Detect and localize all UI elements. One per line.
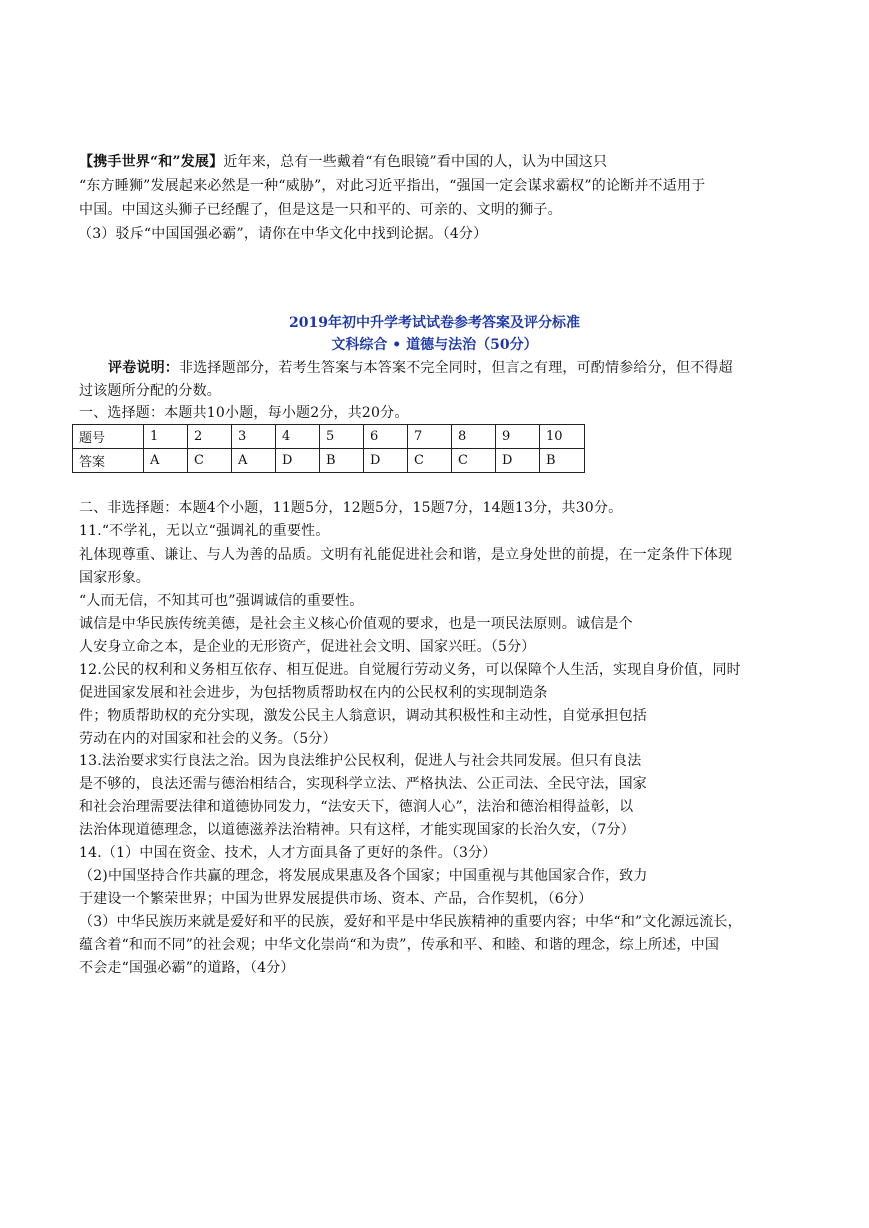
intro-line-3: 中国。中国这头狮子已经醒了，但是这是一只和平的、可亲的、文明的狮子。	[79, 202, 562, 218]
table-cell: D	[364, 449, 408, 473]
answer-body-line: （3）中华民族历来就是爱好和平的民族，爱好和平是中华民族精神的重要内容；中华“和”文化源远流长，	[79, 914, 742, 930]
answer-body-line: 法治体现道德理念，以道德滋养法治精神。只有这样，才能实现国家的长治久安，（7分）	[79, 822, 635, 838]
table-cell: 3	[232, 425, 276, 449]
answer-body-line: 促进国家发展和社会进步，为包括物质帮助权在内的公民权利的实现制造条	[79, 685, 548, 701]
answer-body-line: 12.公民的权利和义务相互依存、相互促进。自觉履行劳动义务，可以保障个人生活，实现自身价值，同时	[79, 662, 741, 678]
answer-body-line: 件；物质帮助权的充分实现，激发公民主人翁意识，调动其积极性和主动性，自觉承担包括	[79, 708, 647, 724]
table-cell: A	[232, 449, 276, 473]
intro-line-1	[79, 152, 607, 172]
table-cell: 10	[540, 425, 585, 449]
table-cell: C	[452, 449, 496, 473]
answer-body-line: 13.法治要求实行良法之治。因为良法维护公民权利，促进人与社会共同发展。但只有良法	[79, 753, 642, 769]
answer-body-line: 礼体现尊重、谦让、与人为善的品质。文明有礼能促进社会和谐，是立身处世的前提，在一定条件下体现	[79, 547, 733, 563]
answer-body-line: 国家形象。	[79, 570, 150, 586]
answer-body-line: 蕴含着“和而不同”的社会观；中华文化崇尚“和为贵”，传承和平、和睦、和谐的理念，综上所述，中国	[79, 937, 720, 953]
table-header-cell: 题号	[73, 425, 144, 449]
table-cell: 8	[452, 425, 496, 449]
table-row-answers	[73, 449, 585, 473]
table-header-cell: 答案	[73, 449, 144, 473]
table-row-numbers	[73, 425, 585, 449]
table-cell: 1	[144, 425, 188, 449]
answer-body-line: “人而无信，不知其可也”强调诚信的重要性。	[79, 593, 364, 609]
table-cell: 4	[276, 425, 320, 449]
table-cell: 7	[408, 425, 452, 449]
question-3-prompt: （3）驳斥“中国国强必霸”，请你在中华文化中找到论据。（4分）	[78, 226, 488, 242]
intro-line-1-text: 近年来，总有一些戴着“有色眼镜”看中国的人，认为中国这只	[223, 154, 608, 170]
table-cell: 6	[364, 425, 408, 449]
choice-answer-table	[72, 424, 585, 473]
answer-body-line: 和社会治理需要法律和道德协同发力，“法安天下，德润人心”，法治和德治相得益彰，以	[79, 799, 634, 815]
table-cell: B	[540, 449, 585, 473]
answer-body-line: 11.“不学礼，无以立“强调礼的重要性。	[79, 523, 330, 539]
intro-topic-label: 【携手世界“和”发展】	[79, 154, 224, 170]
grading-note-label: 评卷说明：	[108, 360, 179, 376]
table-cell: 2	[188, 425, 232, 449]
answer-body-line: 劳动在内的对国家和社会的义务。（5分）	[79, 731, 337, 747]
grading-note-line-2: 过该题所分配的分数。	[79, 383, 221, 399]
table-cell: 9	[496, 425, 540, 449]
answer-body-line: 14.（1）中国在资金、技术，人才方面具备了更好的条件。（3分）	[79, 845, 497, 861]
section-1-heading: 一、选择题：本题共10小题，每小题2分，共20分。	[79, 405, 409, 421]
table-cell: 5	[320, 425, 364, 449]
answer-title: 2019年初中升学考试试卷参考答案及评分标准	[289, 315, 580, 331]
table-cell: C	[408, 449, 452, 473]
table-cell: A	[144, 449, 188, 473]
answer-subtitle: 文科综合 • 道德与法治（50分）	[331, 337, 538, 353]
grading-note-line-1	[108, 358, 733, 378]
grading-note-text-1: 非选择题部分，若考生答案与本答案不完全同时，但言之有理，可酌情参给分，但不得超	[179, 360, 733, 376]
table-cell: D	[276, 449, 320, 473]
section-2-heading: 二、非选择题：本题4个小题，11题5分，12题5分，15题7分，14题13分，共30分。	[79, 500, 623, 516]
answer-body-line: 不会走“国强必霸”的道路，（4分）	[79, 960, 295, 976]
table-cell: B	[320, 449, 364, 473]
answer-body-line: 于建设一个繁荣世界；中国为世界发展提供市场、资本、产品，合作契机，（6分）	[79, 891, 593, 907]
answer-body-line: 诚信是中华民族传统美德，是社会主义核心价值观的要求，也是一项民法原则。诚信是个	[79, 616, 633, 632]
table-cell: C	[188, 449, 232, 473]
answer-body-line: 是不够的，良法还需与德治相结合，实现科学立法、严格执法、公正司法、全民守法，国家	[79, 776, 647, 792]
table-cell: D	[496, 449, 540, 473]
intro-line-2: “东方睡狮”发展起来必然是一种“威胁”，对此习近平指出，“强国一定会谋求霸权”的论断并不适用于	[79, 178, 706, 194]
answer-body-line: 人安身立命之本，是企业的无形资产，促进社会文明、国家兴旺。（5分）	[79, 639, 536, 655]
answer-body-line: （2)中国坚持合作共赢的理念，将发展成果惠及各个国家；中国重视与其他国家合作，致力	[79, 868, 648, 884]
